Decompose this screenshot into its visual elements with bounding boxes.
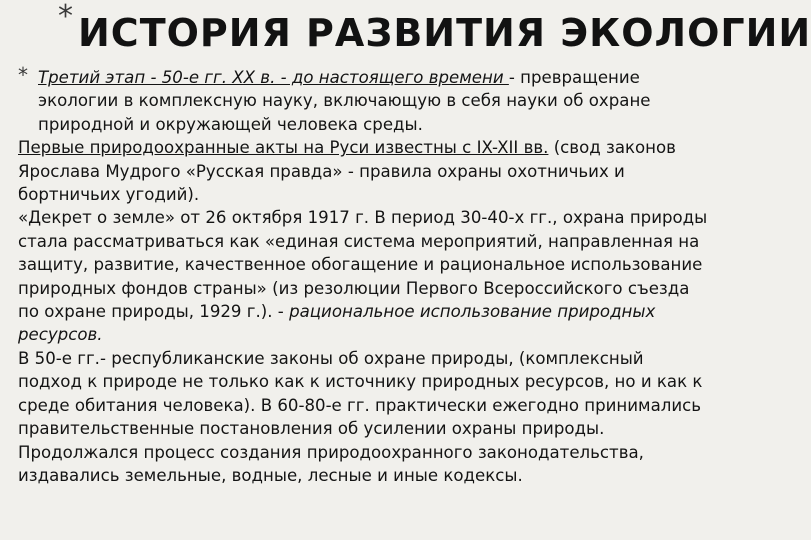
stage-text: - превращение экологии в комплексную науку, включающую в себя науки об охране природной и окружающей человека среды. bbox=[38, 68, 651, 134]
decree-italic: рациональное использование природных ресурсов. bbox=[18, 302, 656, 345]
slide-body bbox=[18, 63, 708, 487]
first-acts-text: (свод законов Ярослава Мудрого «Русская правда» - правила охраны охотничьих и бортничьих угодий). bbox=[18, 138, 676, 205]
bullet-paragraph bbox=[18, 63, 708, 136]
paragraph-first-acts bbox=[18, 136, 708, 206]
slide-title: ИСТОРИЯ РАЗВИТИЯ ЭКОЛОГИИ bbox=[78, 11, 811, 55]
fifties-text: В 50-е гг.- республиканские законы об охране природы, (комплексный подход к природе не только как к источнику природных ресурсов, но и как к среде обитания человека). В 60-80-е гг. практически ежегодно принимались правительственные постановления об усилении охраны природы. Продолжался процесс создания природоохранного законодательства, издавались земельные, водные, лесные и иные кодексы. bbox=[18, 348, 703, 485]
paragraph-decree bbox=[18, 206, 708, 346]
title-asterisk-icon: * bbox=[58, 0, 73, 34]
stage-label: Третий этап - 50-е гг. XX в. - до настоящего времени bbox=[38, 68, 509, 87]
decree-text: «Декрет о земле» от 26 октября 1917 г. В период 30-40-х гг., охрана природы стала рассматриваться как «единая система мероприятий, направленная на защиту, развитие, качественное обогащение и рациональное использование природных фондов страны» (из резолюции Первого Всероссийского съезда по охране природы, 1929 г.). - bbox=[18, 208, 708, 322]
first-acts-lead: Первые природоохранные акты на Руси известны с IX-XII вв. bbox=[18, 138, 549, 158]
bullet-asterisk-icon: * bbox=[18, 63, 28, 87]
paragraph-fifties bbox=[18, 347, 708, 487]
